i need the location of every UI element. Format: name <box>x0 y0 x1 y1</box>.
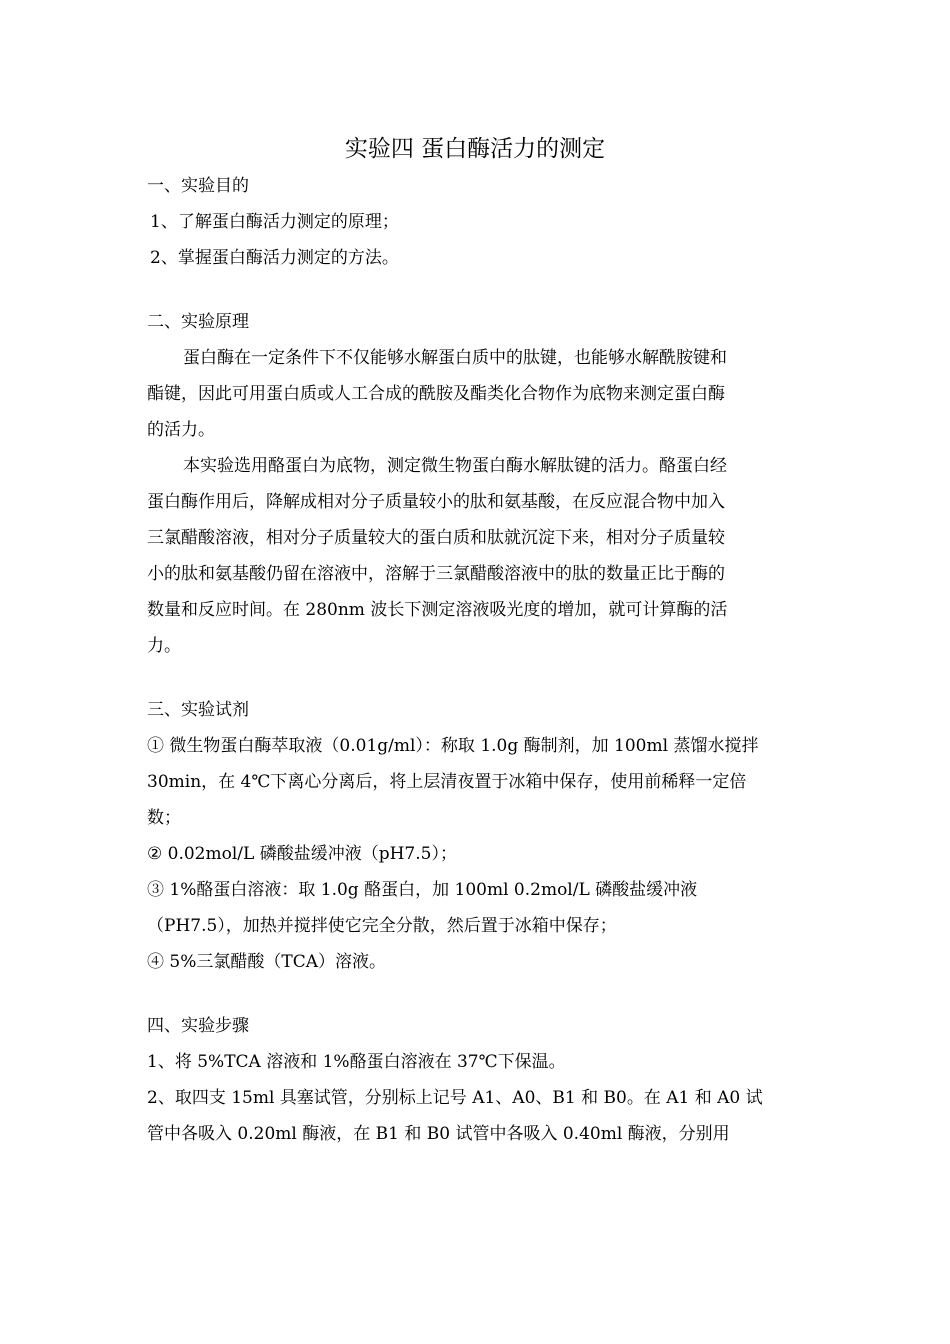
procedure-line: 2、取四支 15ml 具塞试管，分别标上记号 A1、A0、B1 和 B0。在 A1 和 A0 试 <box>147 1088 763 1108</box>
section-gap <box>147 276 807 304</box>
purpose-item-1: 1、了解蛋白酶活力测定的原理； <box>150 212 399 232</box>
reagent-line: 数； <box>147 808 181 828</box>
reagent-line: ③ 1%酪蛋白溶液：取 1.0g 酪蛋白，加 100ml 0.2mol/L 磷酸盐缓冲液 <box>147 880 698 900</box>
principle-line: 酯键，因此可用蛋白质或人工合成的酰胺及酯类化合物作为底物来测定蛋白酶 <box>147 384 725 404</box>
principle-line: 的活力。 <box>147 420 215 440</box>
section-gap <box>147 980 807 1008</box>
document-body <box>147 168 807 1152</box>
reagent-line: ② 0.02mol/L 磷酸盐缓冲液（pH7.5）； <box>147 844 457 864</box>
purpose-item-2: 2、掌握蛋白酶活力测定的方法。 <box>150 248 399 268</box>
reagent-line: 30min，在 4℃下离心分离后，将上层清夜置于冰箱中保存，使用前稀释一定倍 <box>147 772 747 792</box>
section-heading-reagents: 三、实验试剂 <box>147 700 249 720</box>
section-heading-procedure: 四、实验步骤 <box>147 1016 249 1036</box>
section-heading-principle: 二、实验原理 <box>147 312 249 332</box>
procedure-line: 管中各吸入 0.20ml 酶液，在 B1 和 B0 试管中各吸入 0.40ml 酶液，分别用 <box>147 1124 730 1144</box>
procedure-line: 1、将 5%TCA 溶液和 1%酪蛋白溶液在 37℃下保温。 <box>147 1052 566 1072</box>
principle-line: 力。 <box>147 636 181 656</box>
principle-line: 数量和反应时间。在 280nm 波长下测定溶液吸光度的增加，就可计算酶的活 <box>147 600 728 620</box>
section-gap <box>147 664 807 692</box>
principle-line: 三氯醋酸溶液，相对分子质量较大的蛋白质和肽就沉淀下来，相对分子质量较 <box>147 528 725 548</box>
principle-line: 蛋白酶在一定条件下不仅能够水解蛋白质中的肽键，也能够水解酰胺键和 <box>183 348 727 368</box>
reagent-line: ① 微生物蛋白酶萃取液（0.01g/ml）：称取 1.0g 酶制剂，加 100ml 蒸馏水搅拌 <box>147 736 759 756</box>
principle-line: 本实验选用酪蛋白为底物，测定微生物蛋白酶水解肽键的活力。酪蛋白经 <box>183 456 727 476</box>
section-heading-purpose: 一、实验目的 <box>147 176 249 196</box>
principle-line: 小的肽和氨基酸仍留在溶液中，溶解于三氯醋酸溶液中的肽的数量正比于酶的 <box>147 564 725 584</box>
reagent-line: ④ 5%三氯醋酸（TCA）溶液。 <box>147 952 386 972</box>
principle-line: 蛋白酶作用后，降解成相对分子质量较小的肽和氨基酸，在反应混合物中加入 <box>147 492 725 512</box>
reagent-line: （PH7.5），加热并搅拌使它完全分散，然后置于冰箱中保存； <box>147 916 617 936</box>
document-title: 实验四 蛋白酶活力的测定 <box>344 136 606 162</box>
